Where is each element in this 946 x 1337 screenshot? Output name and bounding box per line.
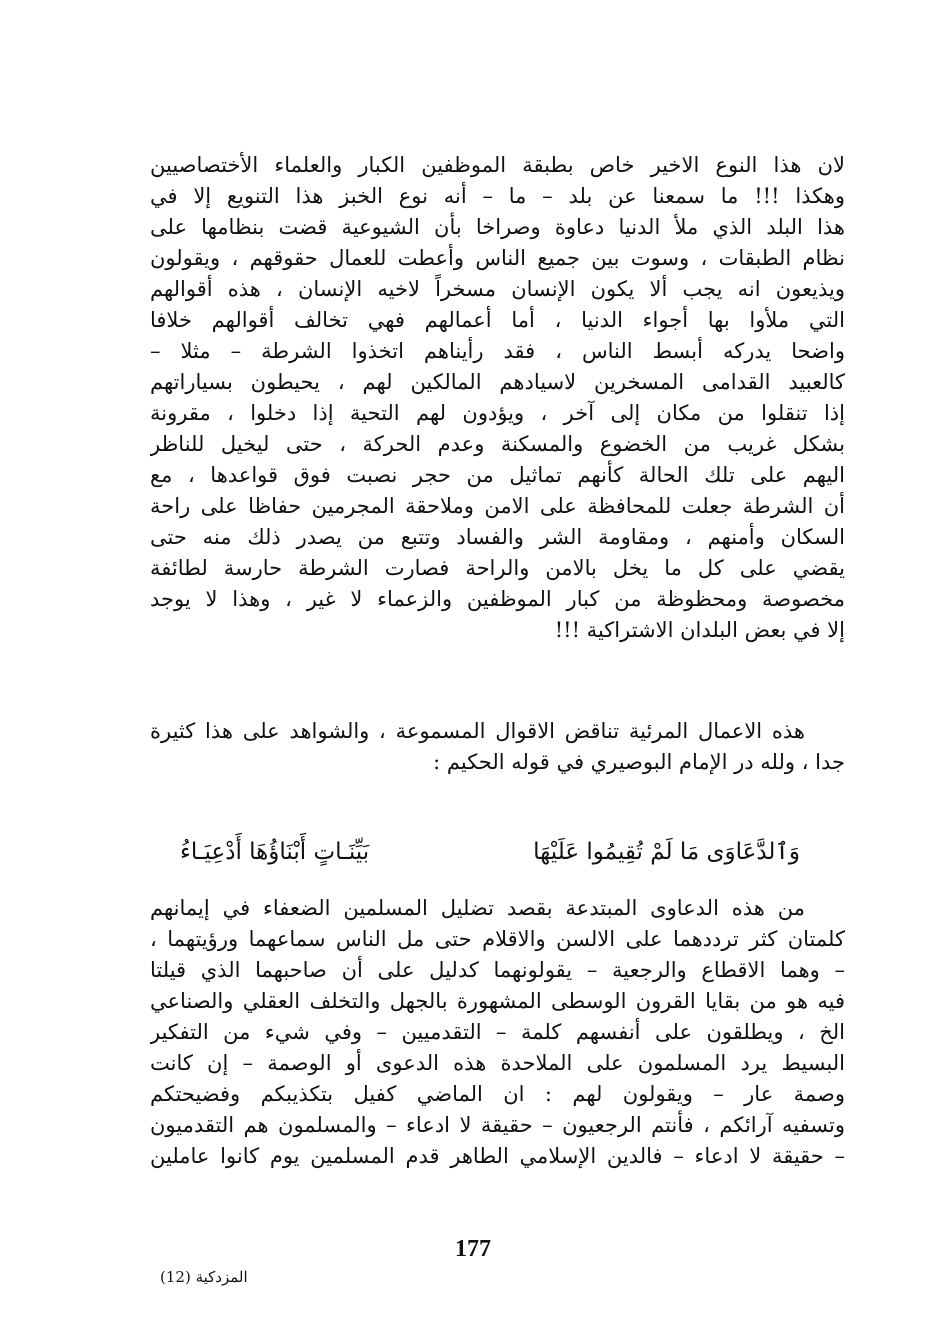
text-line: فيه هو من بقايا القرون الوسطى المشهورة بالجهل والتخلف العقلي والصناعي <box>150 989 845 1013</box>
text-line: هذه الاعمال المرئية تناقض الاقوال المسموعة ، والشواهد على هذا كثيرة <box>150 719 805 743</box>
text-line: وصمة عار – ويقولون لهم : ان الماضي كفيل بتكذيبكم وفضيحتكم <box>150 1082 845 1106</box>
text-line: نظام الطبقات ، وسوت بين جميع الناس وأعطت للعمال حقوقهم ، ويقولون <box>150 246 845 270</box>
text-line: واضحا يدركه أبسط الناس ، فقد رأيناهم اتخذوا الشرطة – مثلا – <box>150 339 845 363</box>
text-line: كلمتان كثر ترددهما على الالسن والاقلام حتى مل الناس سماعهما ورؤيتهما ، <box>150 927 845 951</box>
text-line: جدا ، ولله در الإمام البوصيري في قوله الحكيم : <box>433 750 845 774</box>
verse-second-hemistich: بَيِّنَـاتٍ أَبْنَاؤُهَا أَدْعِيَـاءُ <box>180 839 370 865</box>
text-line: إذا تنقلوا من مكان إلى آخر ، ويؤدون لهم التحية إذا دخلوا ، مقرونة <box>150 401 845 425</box>
signature-mark: المزدكية (12) <box>160 1268 248 1286</box>
text-line: لان هذا النوع الاخير خاص بطبقة الموظفين الكبار والعلماء الأختصاصيين <box>150 153 845 177</box>
text-line: البسيط يرد المسلمون على الملاحدة هذه الدعوى أو الوصمة – إن كانت <box>150 1051 845 1075</box>
verse-first-hemistich: وَٱلدَّعَاوَى مَا لَمْ تُقِيمُوا عَلَيْهَا <box>533 839 800 865</box>
text-line: السكان وأمنهم ، ومقاومة الشر والفساد وتتبع من يصدر ذلك منه حتى <box>150 525 845 549</box>
paragraph-3 <box>150 893 845 1172</box>
text-line: هذا البلد الذي ملأ الدنيا دعاوة وصراخا بأن الشيوعية قضت بنظامها على <box>150 215 845 239</box>
text-line: أن الشرطة جعلت للمحافظة على الامن وملاحقة المجرمين حفاظا على راحة <box>150 494 845 518</box>
poetry-verse <box>180 830 800 874</box>
page-number: 177 <box>455 1236 491 1262</box>
text-line: اليهم على تلك الحالة كأنهم تماثيل من حجر نصبت فوق قواعدها ، مع <box>150 463 845 487</box>
text-line: يقضي على كل ما يخل بالامن والراحة فصارت الشرطة حارسة لطائفة <box>150 556 845 580</box>
text-line: من هذه الدعاوى المبتدعة بقصد تضليل المسلمين الضعفاء في إيمانهم <box>150 896 805 920</box>
text-line: ويذيعون انه يجب ألا يكون الإنسان مسخراً لاخيه الإنسان ، هذه أقوالهم <box>150 277 845 301</box>
text-line: وهكذا !!! ما سمعنا عن بلد – ما – أنه نوع الخبز هذا التنويع إلا في <box>150 184 845 208</box>
text-line: وتسفيه آرائكم ، فأنتم الرجعيون – حقيقة لا ادعاء – والمسلمون هم التقدميون <box>150 1113 845 1137</box>
text-line: إلا في بعض البلدان الاشتراكية !!! <box>554 618 845 642</box>
text-line: – وهما الاقطاع والرجعية – يقولونهما كدليل على أن صاحبهما الذي قيلتا <box>150 958 845 982</box>
paragraph-2 <box>150 716 845 778</box>
text-line: الخ ، ويطلقون على أنفسهم كلمة – التقدميين – وفي شيء من التفكير <box>150 1020 845 1044</box>
text-line: كالعبيد القدامى المسخرين لاسيادهم المالكين لهم ، يحيطون بسياراتهم <box>150 370 845 394</box>
text-line: – حقيقة لا ادعاء – فالدين الإسلامي الطاهر قدم المسلمين يوم كانوا عاملين <box>150 1144 845 1168</box>
text-line: التي ملأوا بها أجواء الدنيا ، أما أعمالهم فهي تخالف أقوالهم خلافا <box>150 308 845 332</box>
text-line: بشكل غريب من الخضوع والمسكنة وعدم الحركة ، حتى ليخيل للناظر <box>150 432 845 456</box>
text-line: مخصوصة ومحظوظة من كبار الموظفين والزعماء لا غير ، وهذا لا يوجد <box>150 587 845 611</box>
paragraph-1 <box>150 150 845 646</box>
